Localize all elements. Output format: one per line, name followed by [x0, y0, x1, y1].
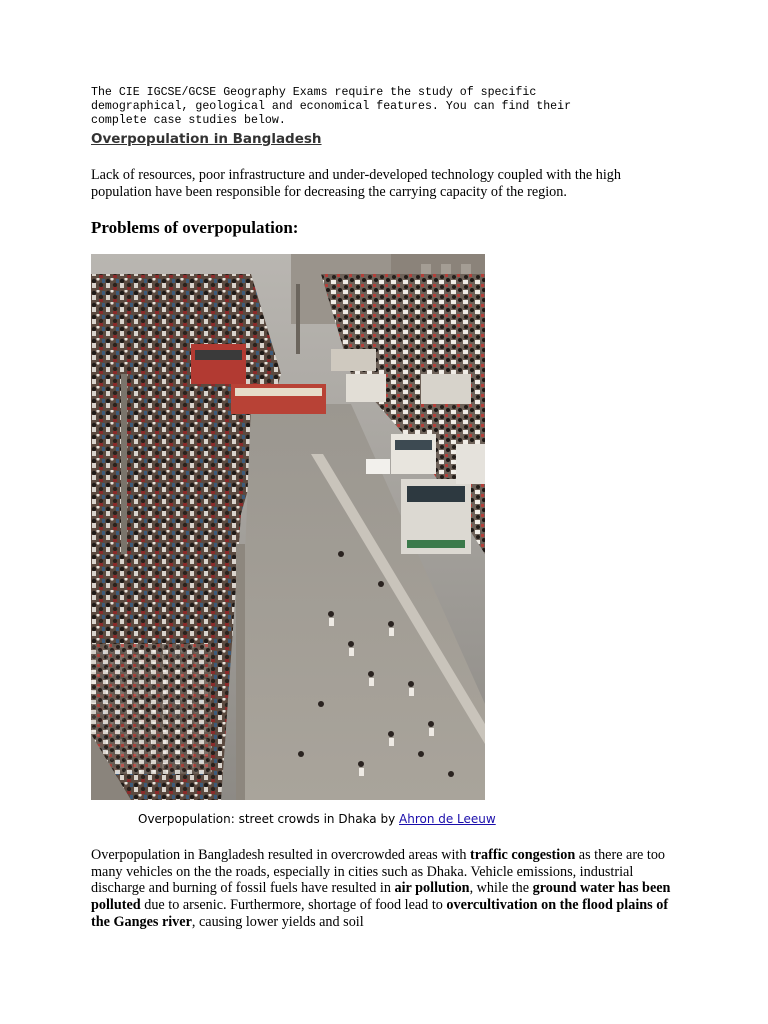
intro-line-3: complete case studies below.	[91, 114, 286, 127]
page-title: Overpopulation in Bangladesh	[91, 131, 322, 147]
intro-text	[91, 86, 651, 128]
body-paragraph	[91, 847, 681, 931]
para2-text-2: as there are too many vehicles on the the roads, especially in cities such as Dhaka. Vehicle emissions, industrial discharge and burning of fossil fuels have resulted in	[91, 847, 666, 897]
para2-bold-1: traffic congestion	[470, 847, 576, 863]
para2-text-3: , while the	[469, 880, 533, 897]
photographer-link[interactable]: Ahron de Leeuw	[399, 812, 496, 826]
para2-bold-3: ground water has been polluted	[91, 880, 671, 914]
intro-line-1: The CIE IGCSE/GCSE Geography Exams require the study of specific	[91, 86, 537, 99]
para2-text-5: , causing lower yields and soil	[191, 913, 364, 930]
caption-text: Overpopulation: street crowds in Dhaka by	[138, 812, 399, 826]
para2-bold-4: overcultivation on the flood plains of the Ganges river	[91, 897, 669, 930]
intro-line-2: demographical, geological and economical features. You can find their	[91, 100, 572, 113]
crowded-street-photo	[91, 254, 485, 800]
para2-text-4: due to arsenic. Furthermore, shortage of food lead to	[140, 897, 447, 914]
section-heading: Problems of overpopulation:	[91, 218, 299, 237]
para2-text-1: Overpopulation in Bangladesh resulted in overcrowded areas with	[91, 847, 471, 863]
para2-bold-2: air pollution	[394, 880, 470, 897]
intro-paragraph: Lack of resources, poor infrastructure and under-developed technology coupled with the high population have been responsible for decreasing the carrying capacity of the region.	[91, 167, 621, 200]
photo-caption	[138, 812, 496, 826]
